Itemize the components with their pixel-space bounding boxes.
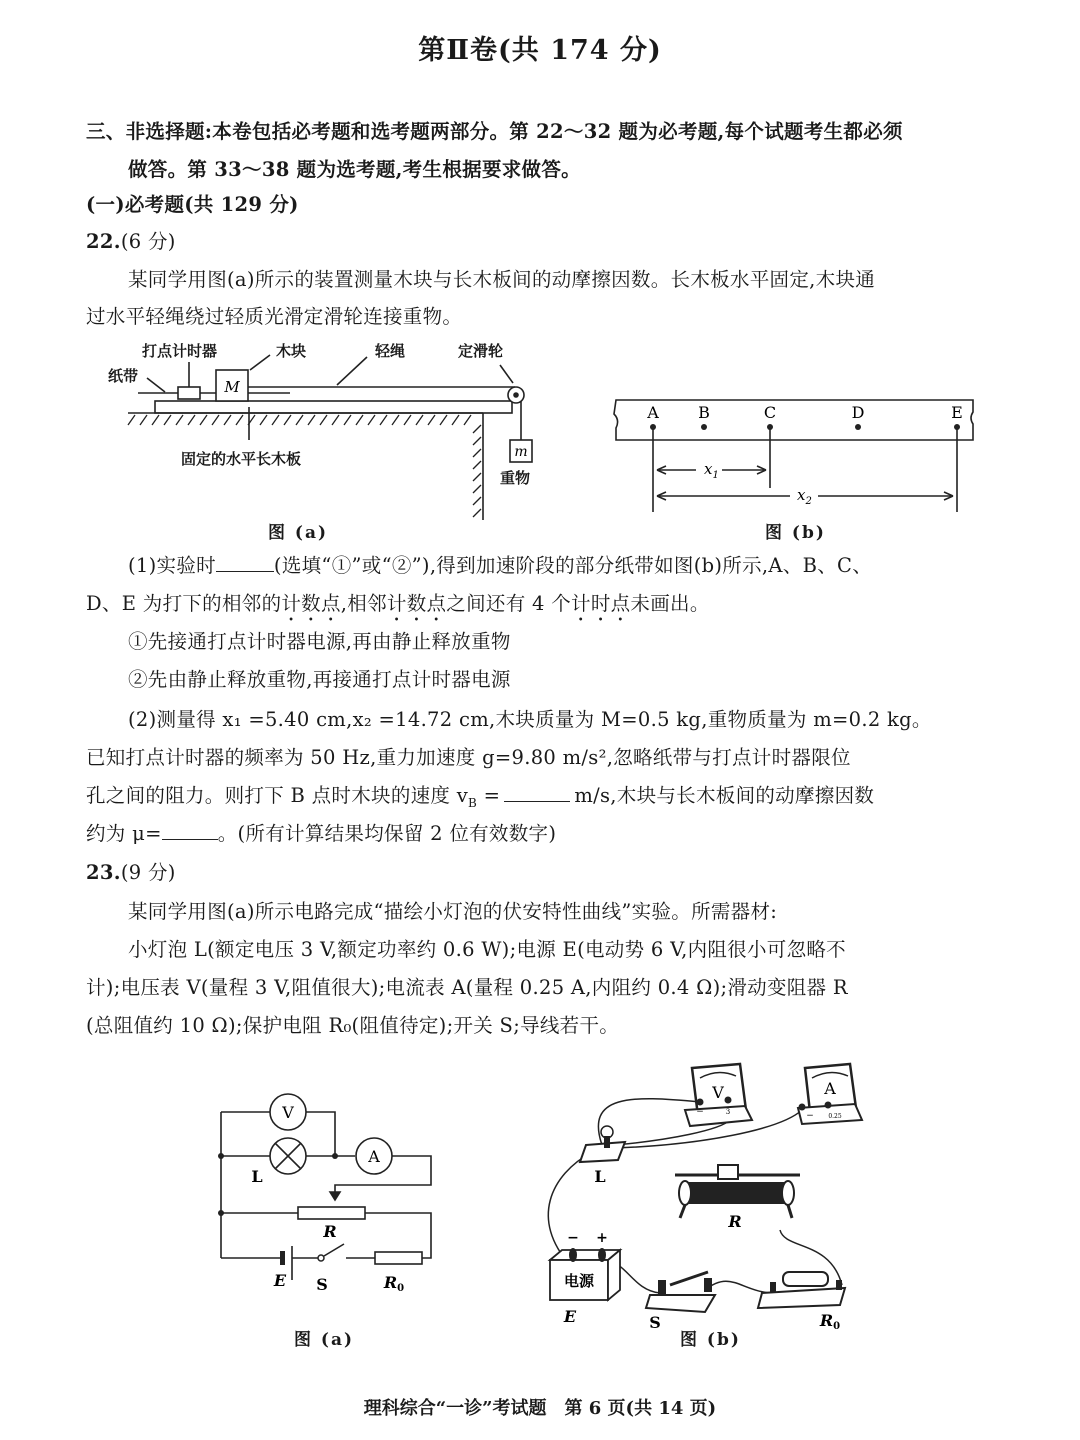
tape-point-E bbox=[954, 424, 960, 430]
q22-part2-line2: 已知打点计时器的频率为 50 Hz,重力加速度 g=9.80 m/s²,忽略纸带与打点计时器限位 bbox=[86, 746, 851, 769]
section-heading-cont: 做答。第 33～38 题为选考题,考生根据要求做答。 bbox=[128, 158, 581, 181]
x2-label: $x_2$ bbox=[797, 486, 812, 507]
svg-text:3: 3 bbox=[725, 1108, 731, 1116]
block-symbol: M bbox=[224, 378, 240, 396]
svg-text:V: V bbox=[282, 1103, 294, 1122]
label-paper-tape: 纸带 bbox=[108, 367, 139, 385]
q22-intro: 某同学用图(a)所示的装置测量木块与长木板间的动摩擦因数。长木板水平固定,木块通 bbox=[128, 268, 876, 291]
rheostat-symbol bbox=[298, 1207, 365, 1219]
protector-label: R0 bbox=[383, 1273, 405, 1294]
svg-text:R0: R0 bbox=[819, 1311, 841, 1332]
point-label-B: B bbox=[698, 403, 710, 422]
page-title: 第Ⅱ卷(共 174 分) bbox=[418, 35, 662, 66]
q22-part2-line3: 孔之间的阻力。则打下 B 点时木块的速度 $v_B = m/s$,木块与长木板间的动摩擦因数 bbox=[86, 781, 874, 818]
page-footer: 理科综合“一诊”考试题 第 6 页(共 14 页) bbox=[363, 1398, 717, 1419]
answer-blank-1[interactable] bbox=[216, 551, 274, 572]
timer bbox=[178, 387, 200, 399]
svg-text:L: L bbox=[594, 1167, 606, 1186]
x1-label: $x_1$ bbox=[704, 460, 719, 481]
q22-part2-line1: (2)测量得 x₁ =5.40 cm,x₂ =14.72 cm,木块质量为 M=0.5 kg,重物质量为 m=0.2 kg。 bbox=[128, 708, 932, 731]
svg-text:R: R bbox=[728, 1212, 742, 1231]
section-heading: 三、非选择题:本卷包括必考题和选考题两部分。第 22～32 题为必考题,每个试题考生都必须 bbox=[86, 120, 903, 143]
q23-fig-a-caption: 图 (a) bbox=[294, 1330, 355, 1350]
protector-resistor-device bbox=[758, 1272, 845, 1332]
q22-part1-line2: D、E 为打下的相邻的计数点,相邻计数点之间还有 4 个计时点未画出。 bbox=[86, 592, 710, 615]
label-weight: 重物 bbox=[500, 469, 531, 487]
q22-fig-b-caption: 图 (b) bbox=[765, 523, 826, 543]
label-board: 固定的水平长木板 bbox=[181, 450, 302, 468]
q23-equipment-line3: (总阻值约 10 Ω);保护电阻 R₀(阻值待定);开关 S;导线若干。 bbox=[86, 1014, 620, 1037]
svg-text:E: E bbox=[563, 1307, 577, 1326]
q22-figure-b bbox=[600, 390, 990, 520]
svg-text:S: S bbox=[649, 1313, 661, 1332]
svg-text:−: − bbox=[696, 1107, 704, 1117]
svg-text:−: − bbox=[806, 1111, 814, 1121]
answer-blank-2[interactable] bbox=[504, 781, 570, 802]
svg-text:电源: 电源 bbox=[563, 1272, 595, 1290]
lamp-label: L bbox=[251, 1167, 263, 1186]
answer-blank-3[interactable] bbox=[162, 819, 218, 840]
svg-text:A: A bbox=[824, 1079, 836, 1098]
q23-equipment-line1: 小灯泡 L(额定电压 3 V,额定功率约 0.6 W);电源 E(电动势 6 V,内阻很小可忽略不 bbox=[128, 938, 846, 961]
label-pulley: 定滑轮 bbox=[458, 342, 504, 360]
q22-fig-a-caption: 图 (a) bbox=[268, 523, 329, 543]
battery-symbol bbox=[280, 1251, 285, 1265]
tape-point-A bbox=[650, 424, 656, 430]
label-block: 木块 bbox=[276, 342, 307, 360]
q22-option-2: ②先由静止释放重物,再接通打点计时器电源 bbox=[128, 668, 511, 691]
emf-label: E bbox=[273, 1271, 287, 1290]
q22-header bbox=[86, 227, 176, 257]
svg-text:+: + bbox=[596, 1230, 608, 1246]
rheostat-device bbox=[675, 1165, 800, 1231]
protector-resistor-symbol bbox=[375, 1252, 422, 1264]
point-label-E: E bbox=[951, 403, 963, 422]
switch-device bbox=[646, 1272, 715, 1332]
tape-point-C bbox=[767, 424, 773, 430]
q22-option-1: ①先接通打点计时器电源,再由静止释放重物 bbox=[128, 630, 511, 653]
ammeter-device bbox=[798, 1064, 862, 1124]
q23-header bbox=[86, 858, 176, 888]
label-timer: 打点计时器 bbox=[142, 342, 218, 360]
q23-intro: 某同学用图(a)所示电路完成“描绘小灯泡的伏安特性曲线”实验。所需器材: bbox=[128, 900, 778, 923]
q22-intro-cont: 过水平轻绳绕过轻质光滑定滑轮连接重物。 bbox=[86, 305, 463, 328]
point-label-A: A bbox=[647, 403, 659, 422]
lamp-device bbox=[580, 1126, 625, 1186]
board bbox=[155, 401, 512, 413]
q23-wiring-diagram bbox=[530, 1050, 870, 1332]
q23-fig-b-caption: 图 (b) bbox=[680, 1330, 741, 1350]
point-label-D: D bbox=[851, 403, 865, 422]
section-subheading: (一)必考题(共 129 分) bbox=[86, 193, 299, 216]
q23-number: 23. bbox=[86, 861, 121, 884]
label-rope: 轻绳 bbox=[375, 342, 406, 360]
q23-points: (9 分) bbox=[120, 861, 176, 884]
q23-equipment-line2: 计);电压表 V(量程 3 V,阻值很大);电流表 A(量程 0.25 A,内阻约 0.4 Ω);滑动变阻器 R bbox=[86, 976, 848, 999]
weight-symbol: m bbox=[514, 444, 528, 460]
power-source-device bbox=[550, 1230, 620, 1326]
switch-label: S bbox=[316, 1275, 328, 1294]
paper-tape-strip bbox=[614, 400, 973, 440]
tape-point-B bbox=[701, 424, 707, 430]
svg-text:−: − bbox=[567, 1230, 579, 1246]
rheostat-label: R bbox=[323, 1222, 337, 1241]
svg-text:A: A bbox=[368, 1147, 380, 1166]
q22-part2-line4: 约为 μ= 。(所有计算结果均保留 2 位有效数字) bbox=[86, 819, 556, 849]
tape-point-D bbox=[855, 424, 861, 430]
q22-part1-line1: (1)实验时 (选填“①”或“②”),得到加速阶段的部分纸带如图(b)所示,A、B、C、 bbox=[128, 551, 872, 581]
q22-points: (6 分) bbox=[120, 230, 176, 253]
voltmeter-device bbox=[685, 1064, 752, 1126]
svg-text:0.25: 0.25 bbox=[828, 1113, 842, 1120]
q22-number: 22. bbox=[86, 230, 121, 253]
svg-text:V: V bbox=[712, 1083, 724, 1102]
q22-figure-a bbox=[95, 335, 555, 545]
point-label-C: C bbox=[763, 403, 777, 422]
q23-circuit-diagram bbox=[200, 1080, 460, 1310]
